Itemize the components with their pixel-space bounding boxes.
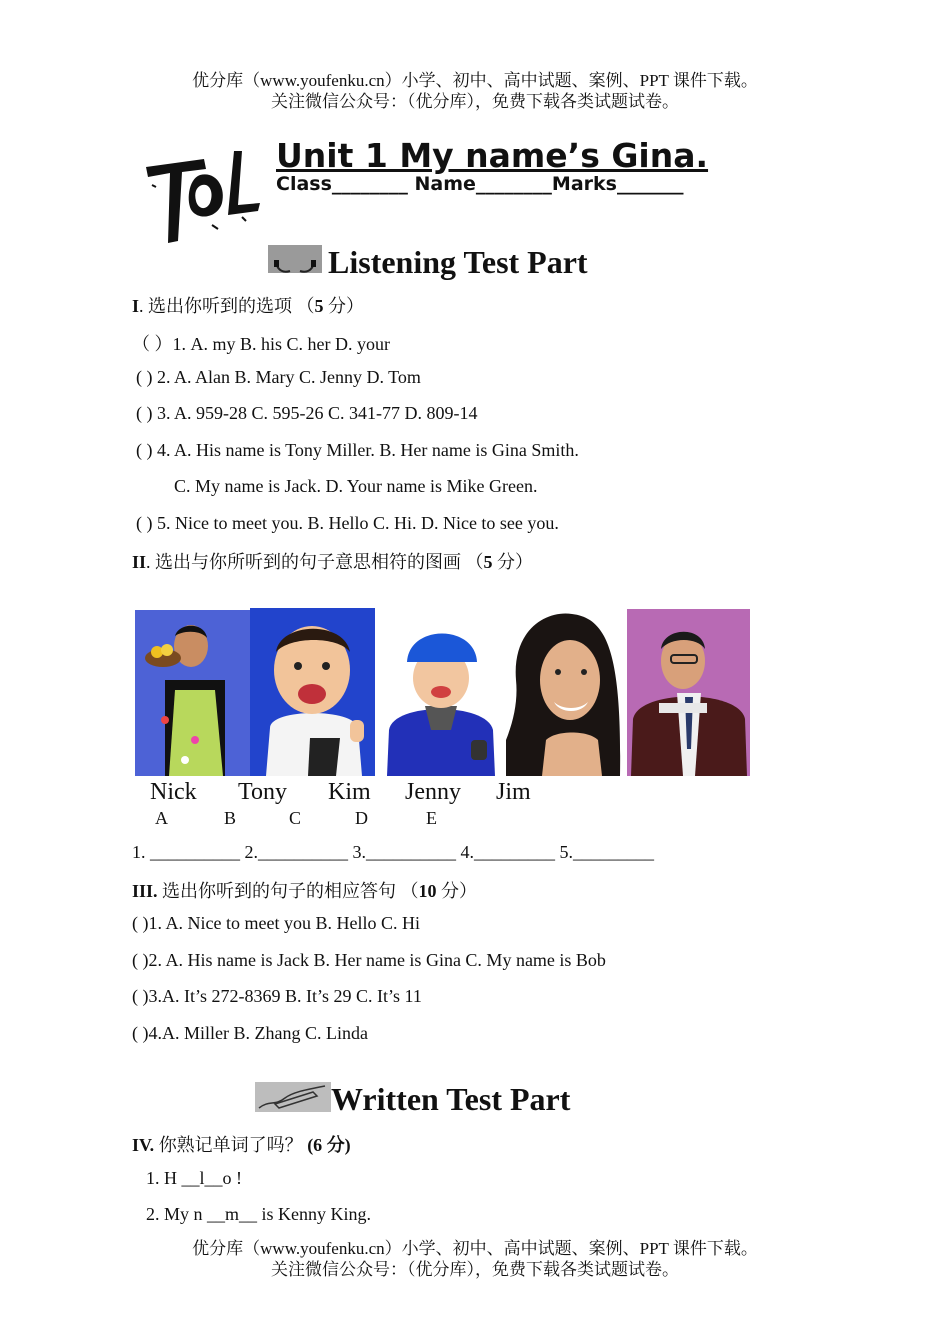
label-letter-d: D (355, 808, 368, 828)
s1-question-4-options: C. My name is Jack. D. Your name is Mike Green. (174, 476, 538, 496)
label-letter-e: E (426, 808, 437, 828)
s1-question-3: ( ) 3. A. 959-28 C. 595-26 C. 341-77 D. 809-14 (136, 403, 478, 423)
label-letter-a: A (155, 808, 168, 828)
section-1-title: I. 选出你听到的选项 （5 分） (132, 296, 365, 316)
photo-jenny (506, 610, 627, 776)
header-line-1: 优分库（www.youfenku.cn）小学、初中、高中试题、案例、PPT 课件下载。 (192, 71, 758, 90)
photo-kim (375, 610, 506, 776)
s3-question-3: ( )3.A. It’s 272-8369 B. It’s 29 C. It’s 11 (132, 986, 422, 1006)
label-name-1: Nick (150, 779, 197, 805)
label-letter-c: C (289, 808, 302, 828)
written-heading: Written Test Part (331, 1081, 571, 1117)
section-2-title: II. 选出与你所听到的句子意思相符的图画 （5 分） (132, 552, 534, 572)
footer-line-2: 关注微信公众号：（优分库），免费下载各类试题试卷。 (271, 1260, 679, 1279)
section-4-title: IV. 你熟记单词了吗？ (6 分) (132, 1135, 351, 1155)
s1-question-2: ( ) 2. A. Alan B. Mary C. Jenny D. Tom (136, 367, 421, 387)
headphones-icon (268, 245, 322, 273)
s1-question-1: （ ）1. A. my B. his C. her D. your (132, 334, 390, 354)
label-name-5: Jim (496, 779, 531, 805)
header-line-2: 关注微信公众号：（优分库），免费下载各类试题试卷。 (271, 92, 679, 111)
label-name-2: Tony (238, 779, 287, 805)
photo-nick (135, 610, 250, 776)
photo-jim (627, 609, 750, 776)
label-letter-b: B (224, 808, 237, 828)
s1-question-5: ( ) 5. Nice to meet you. B. Hello C. Hi. D. Nice to see you. (136, 513, 559, 533)
section-3-title: III. 选出你听到的句子的相应答句 （10 分） (132, 881, 478, 901)
footer-line-1: 优分库（www.youfenku.cn）小学、初中、高中试题、案例、PPT 课件下载。 (192, 1239, 758, 1258)
listening-heading: Listening Test Part (328, 244, 588, 280)
photo-tony (250, 608, 375, 776)
s1-question-4: ( ) 4. A. His name is Tony Miller. B. Her name is Gina Smith. (136, 440, 579, 460)
s3-question-2: ( )2. A. His name is Jack B. Her name is Gina C. My name is Bob (132, 950, 606, 970)
s3-question-4: ( )4.A. Miller B. Zhang C. Linda (132, 1023, 368, 1043)
s4-question-1: 1. H __l__o ! (146, 1168, 242, 1188)
label-name-4: Jenny (405, 779, 461, 805)
s4-question-2: 2. My n __m__ is Kenny King. (146, 1204, 371, 1224)
tol-logo (142, 145, 262, 245)
s2-answer-blanks: 1. __________ 2.__________ 3.__________ 4._________ 5._________ (132, 842, 654, 862)
page-title: Unit 1 My name’s Gina. (276, 136, 709, 175)
s3-question-1: ( )1. A. Nice to meet you B. Hello C. Hi (132, 913, 420, 933)
class-name-marks-line: Class________ Name________Marks_______ (276, 173, 684, 195)
label-name-3: Kim (328, 779, 371, 805)
writing-pen-icon (255, 1082, 331, 1112)
